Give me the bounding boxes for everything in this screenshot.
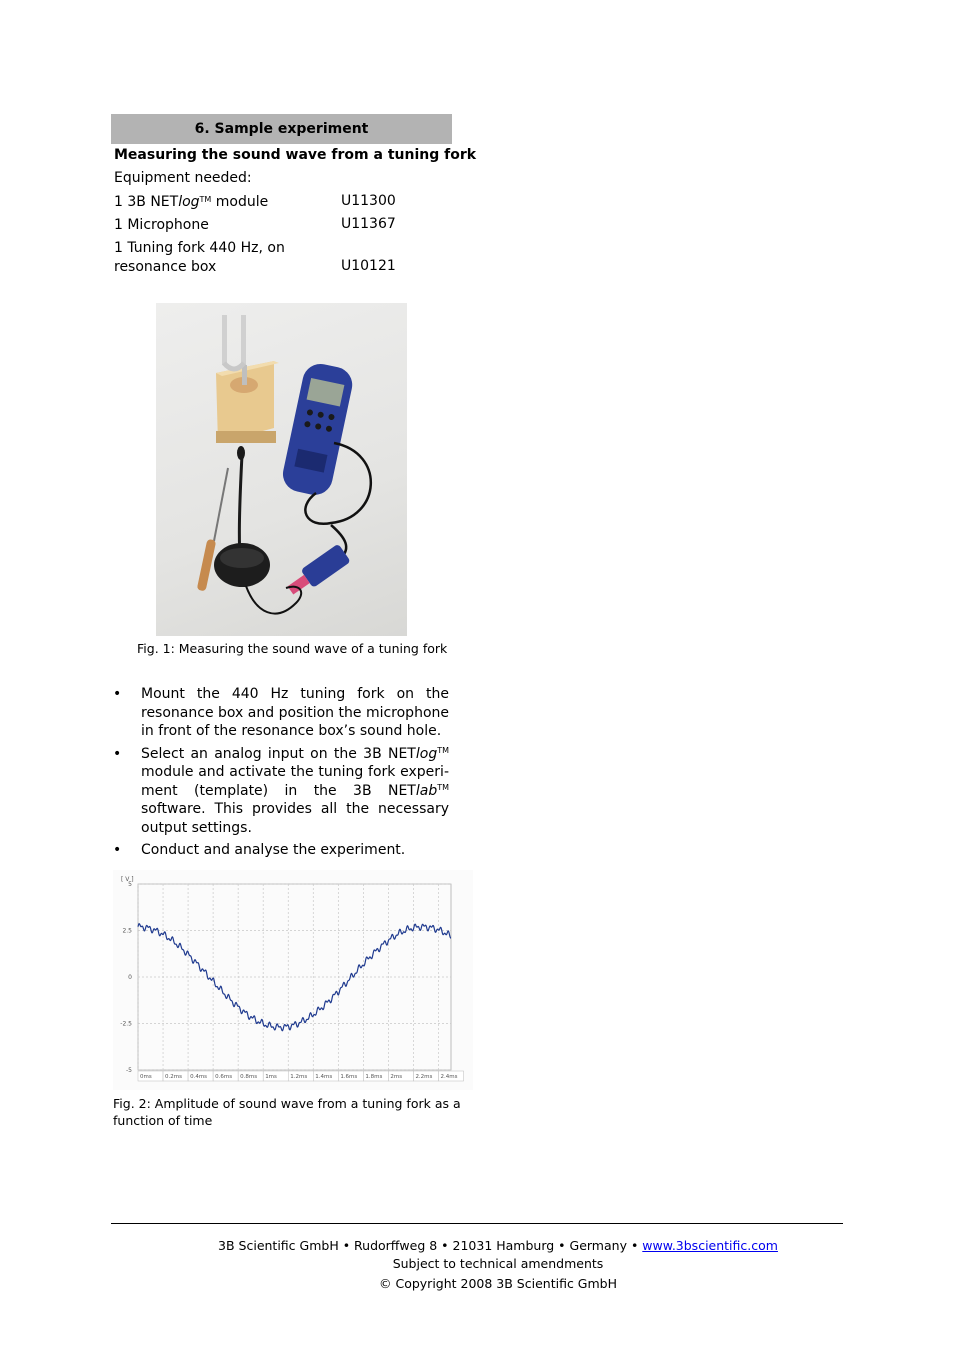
y-tick-label: 5 [128, 881, 132, 888]
figure2-caption: Fig. 2: Amplitude of sound wave from a tuning fork as a function of time [113, 1096, 461, 1128]
footer-copyright: © Copyright 2008 3B Scientific GmbH [379, 1276, 617, 1291]
x-tick-label: 0.8ms [240, 1074, 258, 1080]
equipment-heading: Equipment needed: [114, 170, 252, 186]
experiment-photo [156, 303, 407, 636]
x-tick-label: 1.6ms [340, 1074, 358, 1080]
list-item: • Select an analog input on the 3B NETlog™ module and activate the tuning fork experiment (template) in the 3B NETlab™ software. This provides all the necessary output settings. [113, 745, 449, 836]
equipment-item-microphone [114, 216, 454, 236]
x-tick-label: 1.4ms [315, 1074, 333, 1080]
y-axis-label: [ V ] [121, 876, 134, 883]
waveform-chart [113, 870, 473, 1090]
y-tick-label: 0 [128, 974, 132, 981]
experiment-title: Measuring the sound wave from a tuning fork [114, 147, 477, 163]
y-tick-label: -2.5 [120, 1020, 132, 1028]
footer-disclaimer: Subject to technical amendments [392, 1256, 604, 1271]
x-tick-label: 1ms [265, 1074, 277, 1080]
equipment-item-netlog [114, 193, 454, 213]
equipment-code: U11367 [341, 216, 396, 232]
section-heading [111, 114, 452, 144]
x-tick-label: 0.4ms [190, 1074, 208, 1080]
y-tick-label: 2.5 [122, 927, 132, 935]
x-tick-label: 1.8ms [365, 1074, 383, 1080]
equipment-name: 1 Tuning fork 440 Hz, on resonance box [114, 240, 285, 275]
figure1-caption: Fig. 1: Measuring the sound wave of a tuning fork [137, 641, 448, 656]
equipment-item-tuning-fork [114, 239, 454, 279]
equipment-name: 1 3B NETlog™ module [114, 194, 269, 210]
equipment-code: U11300 [341, 193, 396, 209]
list-item: • Mount the 440 Hz tuning fork on the resonance box and position the microphone in front of the resonance box’s sound hole. [113, 686, 449, 739]
section-title: 6. Sample experiment [194, 121, 369, 137]
y-tick-label: -5 [126, 1067, 132, 1074]
photo-illustration [156, 303, 407, 636]
footer-divider [111, 1223, 843, 1224]
website-link[interactable]: www.3bscientific.com [642, 1238, 778, 1253]
x-tick-label: 2.4ms [440, 1074, 458, 1080]
equipment-name: 1 Microphone [114, 217, 209, 233]
x-tick-label: 2.2ms [415, 1074, 433, 1080]
x-tick-label: 2ms [390, 1074, 403, 1080]
list-item: • Conduct and analyse the experiment. [113, 842, 406, 858]
waveform-chart-svg [113, 870, 473, 1090]
x-tick-label: 0.6ms [215, 1074, 233, 1080]
x-tick-label: 0ms [140, 1074, 152, 1080]
x-tick-label: 0.2ms [165, 1074, 183, 1080]
equipment-code: U10121 [341, 258, 396, 274]
x-tick-label: 1.2ms [290, 1074, 308, 1080]
instruction-list [113, 685, 449, 864]
footer-address: 3B Scientific GmbH • Rudorffweg 8 • 21031 Hamburg • Germany • www.3bscientific.com [218, 1238, 778, 1253]
